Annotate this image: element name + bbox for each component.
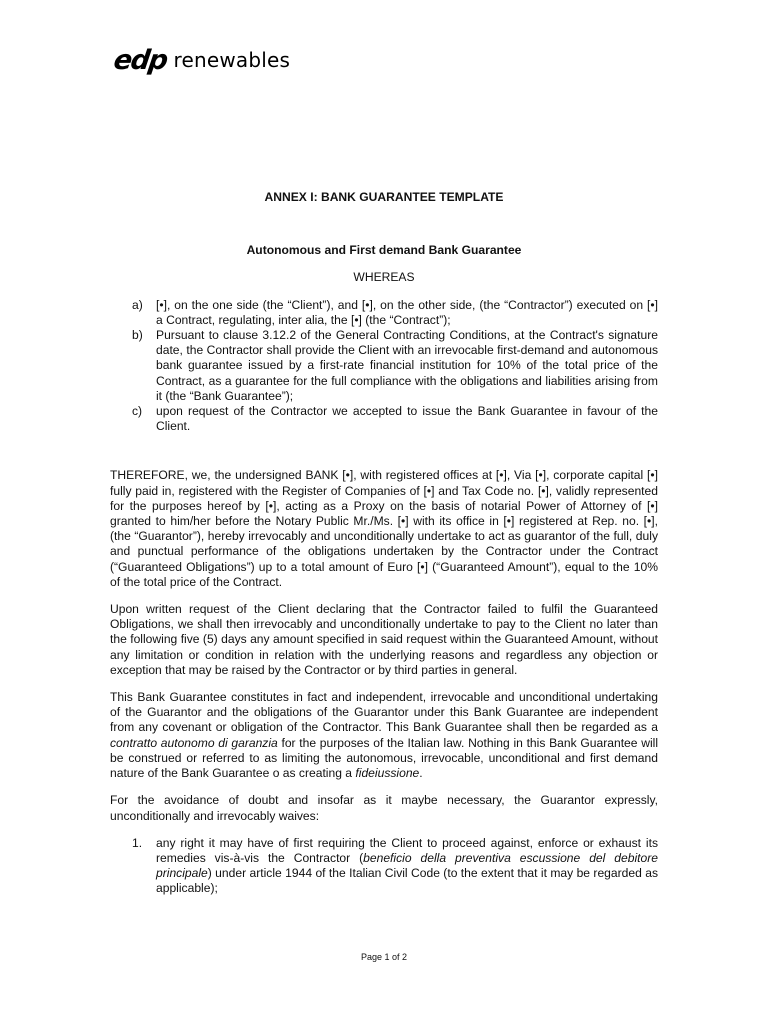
document-body	[110, 190, 658, 897]
logo-mark: edp	[111, 44, 169, 76]
waivers-list	[110, 836, 658, 897]
constitutes-paragraph	[110, 690, 658, 781]
constitutes-italic-term-1: contratto autonomo di garanzia	[110, 735, 278, 750]
whereas-heading: WHEREAS	[353, 270, 415, 285]
constitutes-italic-term-2: fideiussione	[355, 766, 420, 781]
waiver-text-2: ) under article 1944 of the Italian Civil Code (to the extent that it may be regarded as applicable);	[156, 866, 658, 896]
therefore-paragraph: THEREFORE, we, the undersigned BANK [•], with registered offices at [•], Via [•], corporate capital [•] fully paid in, registered with the Register of Companies of [•] and Tax Code no. [•], validly represented for the purposes hereof by [•], acting as a Proxy on the basis of notarial Power of Attorney of [•] granted to him/her before the Notary Public Mr./Ms. [•] with its office in [•] registered at Rep. no. [•], (the “Guarantor”), hereby irrevocably and unconditionally undertake to act as guarantor of the full, duly and punctual performance of the obligations undertaken by the Contractor under the Contract (“Guaranteed Obligations”) up to a total amount of Euro [•] (“Guaranteed Amount”), equal to the 10% of the total price of the Contract.	[110, 468, 658, 589]
waiver-italic-term: beneficio della preventiva escussione del debitore principale	[156, 850, 658, 881]
waiver-marker: 1.	[132, 835, 143, 850]
company-logo	[111, 44, 291, 76]
waiver-text	[156, 836, 658, 897]
constitutes-text-1: This Bank Guarantee constitutes in fact and independent, irrevocable and unconditional undertaking of the Guarantor and the obligations of the Guarantor under this Bank Guarantee are independent from any covenant or obligation of the Contractor. This Bank Guarantee shall then be regarded as a	[110, 690, 658, 735]
recital-text: Pursuant to clause 3.12.2 of the General Contracting Conditions, at the Contract's signature date, the Contractor shall provide the Client with an irrevocable first-demand and autonomous bank guarantee issued by a first-rate financial institution for 10% of the total price of the Contract, as a guarantee for the full compliance with the obligations and liabilities arising from it (the “Bank Guarantee”);	[156, 328, 658, 403]
recital-text: upon request of the Contractor we accepted to issue the Bank Guarantee in favour of the Client.	[156, 404, 658, 434]
waiver-text-1: any right it may have of first requiring the Client to proceed against, enforce or exhaust its remedies vis-à-vis the Contractor (	[156, 835, 658, 865]
recital-item	[110, 404, 658, 434]
constitutes-text-3: .	[419, 766, 423, 781]
logo-wordmark: renewables	[173, 48, 291, 72]
recital-marker: c)	[132, 404, 143, 419]
recital-item	[110, 298, 658, 328]
recital-marker: b)	[132, 328, 143, 343]
constitutes-text-2: for the purposes of the Italian law. Nothing in this Bank Guarantee will be construed or referred to as limiting the autonomous, irrevocable, unconditional and first demand nature of the Bank Guarantee o as creating a	[110, 735, 659, 781]
annex-title: ANNEX I: BANK GUARANTEE TEMPLATE	[264, 190, 504, 204]
upon-request-paragraph: Upon written request of the Client declaring that the Contractor failed to fulfil the Guaranteed Obligations, we shall then irrevocably and unconditionally undertake to pay to the Client no later than the following five (5) days any amount specified in said request within the Guaranteed Amount, without any limitation or condition in relation with the underlying reasons and regardless any objection or exception that may be raised by the Contractor or by third parties in general.	[110, 602, 658, 677]
recital-item	[110, 328, 658, 404]
waiver-item	[110, 836, 658, 897]
avoidance-paragraph: For the avoidance of doubt and insofar as it maybe necessary, the Guarantor expressly, unconditionally and irrevocably waives:	[110, 793, 658, 823]
page-number: Page 1 of 2	[360, 952, 408, 962]
recital-marker: a)	[132, 297, 143, 312]
document-subtitle: Autonomous and First demand Bank Guarantee	[246, 243, 522, 258]
recitals-list	[110, 298, 658, 435]
recital-text: [•], on the one side (the “Client”), and [•], on the other side, (the “Contractor”) executed on [•] a Contract, regulating, inter alia, the [•] (the “Contract”);	[156, 297, 658, 327]
